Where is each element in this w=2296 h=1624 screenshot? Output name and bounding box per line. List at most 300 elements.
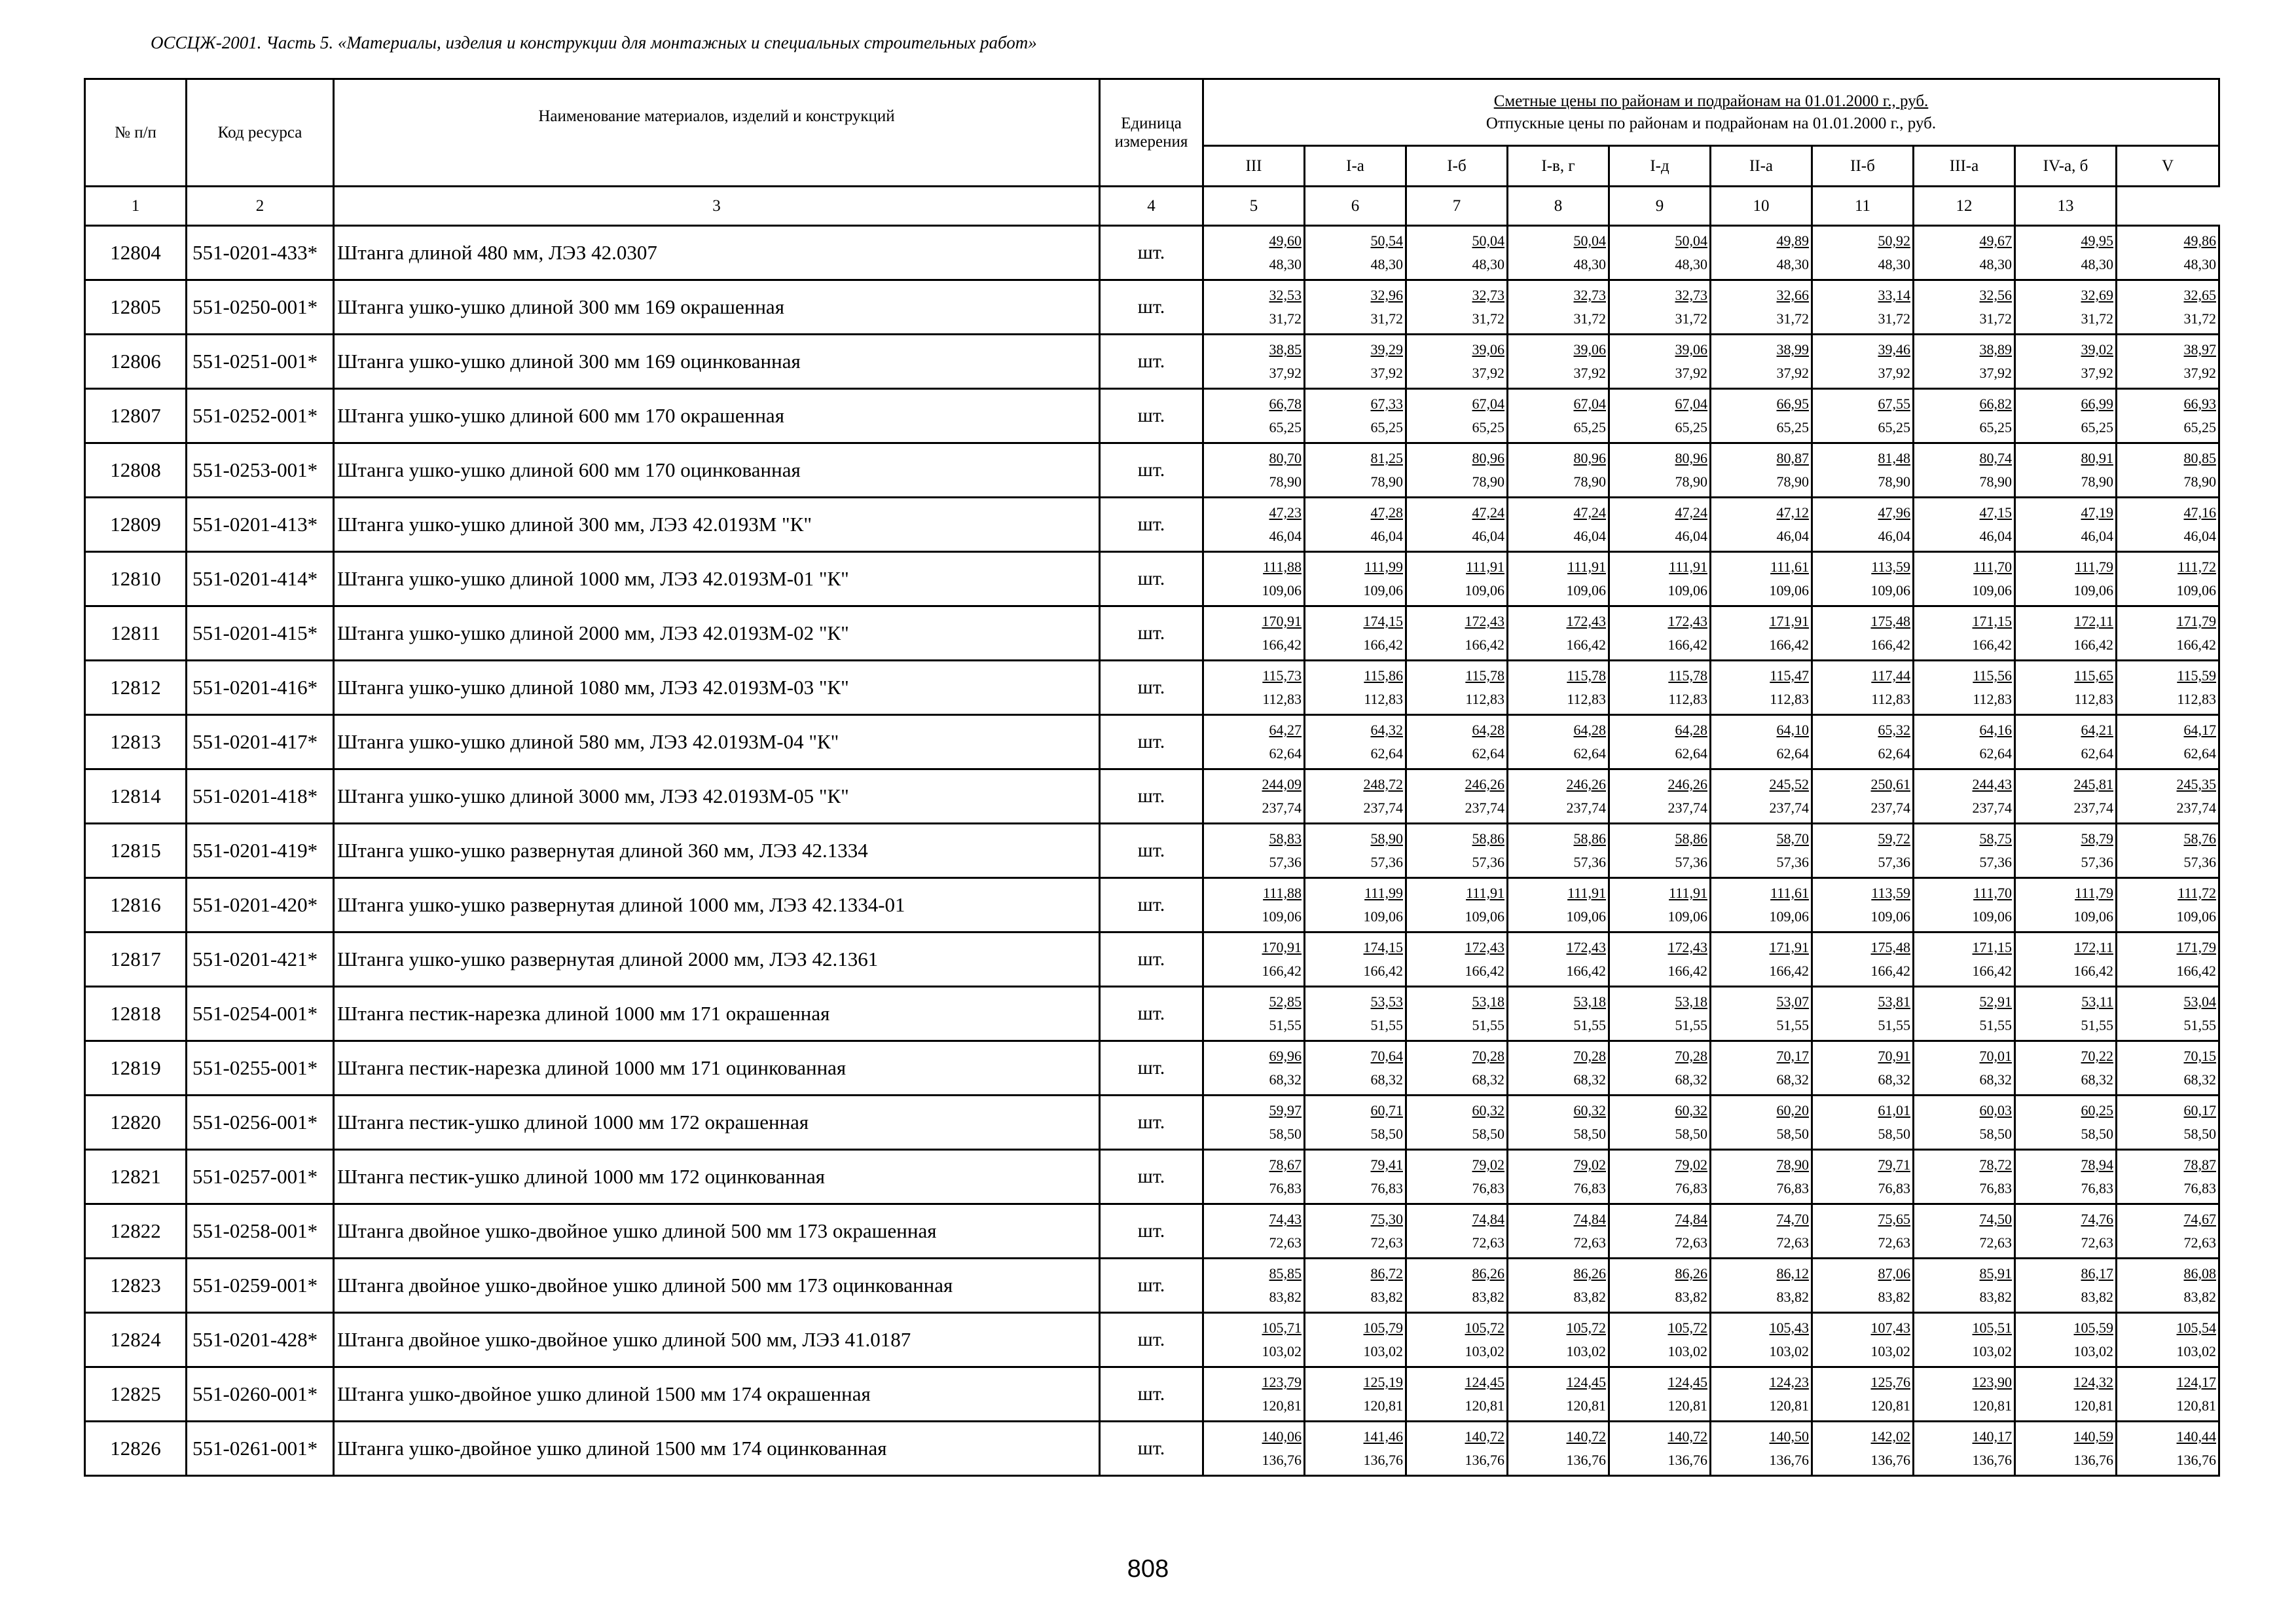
estimate-price: 53,18 [1573, 993, 1606, 1010]
row-number: 12817 [85, 932, 187, 987]
estimate-price: 115,59 [2177, 667, 2217, 684]
release-price: 58,50 [2081, 1126, 2113, 1142]
price-cell [2015, 552, 2117, 606]
estimate-price: 107,43 [1870, 1320, 1910, 1336]
estimate-price: 64,32 [1370, 722, 1403, 738]
material-name: Штанга двойное ушко-двойное ушко длиной 500 мм 173 окрашенная [334, 1204, 1100, 1259]
estimate-price: 60,17 [2183, 1102, 2217, 1118]
release-price: 76,83 [1573, 1180, 1606, 1196]
price-cell [2117, 661, 2219, 715]
release-price: 136,76 [1870, 1452, 1910, 1468]
estimate-price: 47,19 [2081, 504, 2113, 521]
table-row [85, 1041, 2219, 1096]
resource-code: 551-0255-001* [187, 1041, 334, 1096]
price-cell [1711, 1422, 1812, 1476]
price-cell [1305, 226, 1406, 280]
price-cell [2117, 1367, 2219, 1422]
estimate-price: 170,91 [1262, 939, 1302, 955]
price-cell [1203, 552, 1305, 606]
estimate-price: 66,78 [1269, 396, 1302, 412]
price-cell [1812, 987, 1914, 1041]
header-name: Наименование материалов, изделий и конструкций [334, 79, 1100, 187]
price-cell [1914, 932, 2015, 987]
resource-code: 551-0201-421* [187, 932, 334, 987]
price-cell [1406, 552, 1508, 606]
release-price: 65,25 [1979, 419, 2012, 435]
estimate-price: 59,72 [1878, 830, 1910, 847]
estimate-price: 105,71 [1262, 1320, 1302, 1336]
resource-code: 551-0201-418* [187, 769, 334, 824]
price-cell [2117, 1041, 2219, 1096]
release-price: 37,92 [1675, 365, 1707, 381]
price-cell [1203, 715, 1305, 769]
price-cell [1914, 824, 2015, 878]
release-price: 166,42 [1667, 963, 1707, 979]
row-number: 12813 [85, 715, 187, 769]
table-row [85, 389, 2219, 443]
table-row [85, 1313, 2219, 1367]
release-price: 46,04 [1776, 528, 1809, 544]
estimate-price: 140,72 [1465, 1428, 1504, 1445]
release-price: 46,04 [2183, 528, 2217, 544]
price-cell [1711, 715, 1812, 769]
estimate-price: 141,46 [1363, 1428, 1403, 1445]
price-cell [1812, 769, 1914, 824]
price-cell [1406, 1422, 1508, 1476]
release-price: 48,30 [1675, 256, 1707, 272]
release-price: 166,42 [1465, 637, 1504, 653]
estimate-price: 172,11 [2074, 613, 2113, 629]
unit-of-measure: шт. [1100, 1422, 1203, 1476]
estimate-price: 111,91 [1669, 559, 1707, 575]
release-price: 109,06 [1566, 582, 1606, 599]
unit-of-measure: шт. [1100, 932, 1203, 987]
price-cell [2015, 1096, 2117, 1150]
price-table [84, 78, 2220, 1477]
release-price: 78,90 [1472, 473, 1504, 490]
region-header: IV-а, б [2015, 146, 2117, 187]
estimate-price: 115,65 [2074, 667, 2113, 684]
release-price: 72,63 [2081, 1234, 2113, 1251]
row-number: 12805 [85, 280, 187, 335]
release-price: 136,76 [2176, 1452, 2217, 1468]
release-price: 48,30 [2081, 256, 2113, 272]
price-cell [1812, 1150, 1914, 1204]
table-row [85, 606, 2219, 661]
estimate-price: 74,84 [1573, 1211, 1606, 1227]
material-name: Штанга ушко-ушко развернутая длиной 2000 мм, ЛЭЗ 42.1361 [334, 932, 1100, 987]
release-price: 57,36 [1776, 854, 1809, 870]
price-cell [2015, 987, 2117, 1041]
price-cell [1406, 1150, 1508, 1204]
resource-code: 551-0254-001* [187, 987, 334, 1041]
estimate-price: 67,33 [1370, 396, 1403, 412]
estimate-price: 50,04 [1675, 232, 1707, 249]
release-price: 65,25 [2081, 419, 2113, 435]
estimate-price: 70,17 [1776, 1048, 1809, 1064]
estimate-price: 115,86 [1364, 667, 1403, 684]
estimate-price: 70,15 [2183, 1048, 2217, 1064]
estimate-price: 79,41 [1370, 1156, 1403, 1173]
price-cell [1508, 824, 1609, 878]
price-cell [1305, 661, 1406, 715]
estimate-price: 38,99 [1776, 341, 1809, 358]
price-cell [1305, 1259, 1406, 1313]
price-cell [1812, 1313, 1914, 1367]
price-cell [1305, 389, 1406, 443]
estimate-price: 70,91 [1878, 1048, 1910, 1064]
estimate-price: 115,78 [1465, 667, 1504, 684]
estimate-price: 140,72 [1566, 1428, 1606, 1445]
table-row [85, 443, 2219, 498]
estimate-price: 53,18 [1472, 993, 1504, 1010]
region-header: I-д [1609, 146, 1711, 187]
price-cell [1914, 1204, 2015, 1259]
price-cell [1406, 443, 1508, 498]
release-price: 103,02 [2176, 1343, 2217, 1359]
estimate-price: 70,22 [2081, 1048, 2113, 1064]
price-cell [1508, 389, 1609, 443]
price-cell [1203, 932, 1305, 987]
column-number-row [85, 187, 2219, 226]
release-price: 120,81 [1769, 1397, 1809, 1414]
price-cell [1914, 1041, 2015, 1096]
estimate-price: 79,02 [1675, 1156, 1707, 1173]
release-price: 46,04 [1269, 528, 1302, 544]
price-cell [1609, 226, 1711, 280]
estimate-price: 115,73 [1262, 667, 1302, 684]
estimate-price: 245,52 [1769, 776, 1809, 792]
price-cell [1305, 335, 1406, 389]
price-cell [1508, 443, 1609, 498]
price-cell [2117, 715, 2219, 769]
release-price: 103,02 [1465, 1343, 1504, 1359]
price-cell [1203, 661, 1305, 715]
release-price: 166,42 [2073, 637, 2113, 653]
estimate-price: 75,30 [1370, 1211, 1403, 1227]
release-price: 103,02 [1769, 1343, 1809, 1359]
release-price: 83,82 [1675, 1289, 1707, 1305]
price-cell [1711, 1096, 1812, 1150]
release-price: 68,32 [2081, 1071, 2113, 1088]
price-cell [1203, 280, 1305, 335]
price-cell [1914, 226, 2015, 280]
price-cell [1711, 1367, 1812, 1422]
release-price: 166,42 [1262, 637, 1302, 653]
material-name: Штанга двойное ушко-двойное ушко длиной 500 мм, ЛЭЗ 41.0187 [334, 1313, 1100, 1367]
estimate-price: 50,54 [1370, 232, 1403, 249]
price-cell [1305, 1204, 1406, 1259]
release-price: 31,72 [2183, 310, 2217, 327]
estimate-price: 53,04 [2183, 993, 2217, 1010]
price-cell [2015, 769, 2117, 824]
material-name: Штанга длиной 480 мм, ЛЭЗ 42.0307 [334, 226, 1100, 280]
price-cell [1203, 987, 1305, 1041]
price-cell [1609, 878, 1711, 932]
price-cell [1508, 1150, 1609, 1204]
estimate-price: 175,48 [1870, 613, 1910, 629]
estimate-price: 174,15 [1363, 613, 1403, 629]
price-cell [1812, 606, 1914, 661]
release-price: 51,55 [1573, 1017, 1606, 1033]
release-price: 78,90 [2183, 473, 2217, 490]
release-price: 48,30 [1269, 256, 1302, 272]
estimate-price: 80,70 [1269, 450, 1302, 466]
release-price: 72,63 [1878, 1234, 1910, 1251]
release-price: 109,06 [1972, 582, 2012, 599]
price-cell [1711, 552, 1812, 606]
estimate-price: 53,18 [1675, 993, 1707, 1010]
row-number: 12811 [85, 606, 187, 661]
price-cell [2117, 443, 2219, 498]
estimate-price: 49,95 [2081, 232, 2113, 249]
resource-code: 551-0201-415* [187, 606, 334, 661]
estimate-price: 50,04 [1573, 232, 1606, 249]
release-price: 136,76 [1769, 1452, 1809, 1468]
unit-of-measure: шт. [1100, 1367, 1203, 1422]
row-number: 12814 [85, 769, 187, 824]
release-price: 62,64 [1979, 745, 2012, 762]
release-price: 120,81 [1262, 1397, 1302, 1414]
estimate-price: 70,28 [1472, 1048, 1504, 1064]
estimate-price: 171,15 [1972, 613, 2012, 629]
price-cell [2117, 932, 2219, 987]
material-name: Штанга ушко-ушко длиной 580 мм, ЛЭЗ 42.0193М-04 "К" [334, 715, 1100, 769]
estimate-price: 60,32 [1675, 1102, 1707, 1118]
price-cell [2015, 1422, 2117, 1476]
unit-of-measure: шт. [1100, 552, 1203, 606]
price-cell [1711, 1150, 1812, 1204]
price-cell [1914, 606, 2015, 661]
price-cell [1812, 1422, 1914, 1476]
price-cell [1406, 769, 1508, 824]
release-price: 58,50 [1269, 1126, 1302, 1142]
estimate-price: 32,66 [1776, 287, 1809, 303]
estimate-price: 125,19 [1363, 1374, 1403, 1390]
row-number: 12804 [85, 226, 187, 280]
release-price: 109,06 [1667, 908, 1707, 925]
release-price: 136,76 [1465, 1452, 1504, 1468]
release-price: 237,74 [1972, 800, 2012, 816]
material-name: Штанга ушко-ушко длиной 3000 мм, ЛЭЗ 42.0193М-05 "К" [334, 769, 1100, 824]
estimate-price: 111,70 [1973, 559, 2012, 575]
release-price: 109,06 [1972, 908, 2012, 925]
estimate-price: 47,24 [1472, 504, 1504, 521]
resource-code: 551-0252-001* [187, 389, 334, 443]
release-price: 57,36 [2081, 854, 2113, 870]
unit-of-measure: шт. [1100, 715, 1203, 769]
price-cell [2015, 661, 2117, 715]
release-price: 136,76 [1972, 1452, 2012, 1468]
price-cell [1711, 1204, 1812, 1259]
estimate-price: 70,28 [1573, 1048, 1606, 1064]
estimate-price: 50,92 [1878, 232, 1910, 249]
price-cell [1812, 1367, 1914, 1422]
release-price: 51,55 [1675, 1017, 1707, 1033]
price-cell [1406, 661, 1508, 715]
release-price: 72,63 [1675, 1234, 1707, 1251]
price-cell [1914, 1422, 2015, 1476]
estimate-price: 79,71 [1878, 1156, 1910, 1173]
release-price: 78,90 [1979, 473, 2012, 490]
region-header: II-б [1812, 146, 1914, 187]
estimate-price: 86,26 [1472, 1265, 1504, 1282]
price-cell [1711, 987, 1812, 1041]
estimate-price: 70,01 [1979, 1048, 2012, 1064]
resource-code: 551-0201-413* [187, 498, 334, 552]
price-cell [1609, 1150, 1711, 1204]
estimate-price: 47,24 [1675, 504, 1707, 521]
price-cell [1711, 389, 1812, 443]
price-cell [1203, 1313, 1305, 1367]
estimate-price: 49,67 [1979, 232, 2012, 249]
release-price: 166,42 [2176, 637, 2217, 653]
release-price: 46,04 [1979, 528, 2012, 544]
unit-of-measure: шт. [1100, 1313, 1203, 1367]
release-price: 112,83 [1567, 691, 1606, 707]
release-price: 48,30 [2183, 256, 2217, 272]
release-price: 166,42 [2073, 963, 2113, 979]
estimate-price: 74,50 [1979, 1211, 2012, 1227]
material-name: Штанга пестик-нарезка длиной 1000 мм 171 оцинкованная [334, 1041, 1100, 1096]
estimate-price: 58,79 [2081, 830, 2113, 847]
price-cell [1508, 1041, 1609, 1096]
material-name: Штанга ушко-ушко длиной 600 мм 170 окрашенная [334, 389, 1100, 443]
price-cell [1406, 280, 1508, 335]
release-price: 237,74 [2073, 800, 2113, 816]
price-cell [1812, 389, 1914, 443]
estimate-price: 85,85 [1269, 1265, 1302, 1282]
release-price: 166,42 [1667, 637, 1707, 653]
release-price: 68,32 [1776, 1071, 1809, 1088]
price-cell [2117, 1422, 2219, 1476]
estimate-price: 140,44 [2176, 1428, 2217, 1445]
row-number: 12812 [85, 661, 187, 715]
release-price: 120,81 [1465, 1397, 1504, 1414]
estimate-price: 115,47 [1770, 667, 1809, 684]
estimate-price: 80,74 [1979, 450, 2012, 466]
resource-code: 551-0260-001* [187, 1367, 334, 1422]
release-price: 109,06 [1262, 582, 1302, 599]
estimate-price: 250,61 [1870, 776, 1910, 792]
column-number: 6 [1305, 187, 1406, 226]
material-name: Штанга пестик-ушко длиной 1000 мм 172 окрашенная [334, 1096, 1100, 1150]
price-cell [1203, 1422, 1305, 1476]
release-price: 76,83 [1878, 1180, 1910, 1196]
price-cell [2117, 1096, 2219, 1150]
estimate-price: 111,99 [1364, 885, 1403, 901]
material-name: Штанга ушко-двойное ушко длиной 1500 мм 174 оцинкованная [334, 1422, 1100, 1476]
estimate-price: 47,15 [1979, 504, 2012, 521]
release-price: 68,32 [1573, 1071, 1606, 1088]
release-price: 68,32 [1269, 1071, 1302, 1088]
estimate-price: 78,94 [2081, 1156, 2113, 1173]
estimate-price: 58,86 [1472, 830, 1504, 847]
release-price: 57,36 [1675, 854, 1707, 870]
price-cell [1406, 987, 1508, 1041]
release-price: 48,30 [1979, 256, 2012, 272]
material-name: Штанга пестик-нарезка длиной 1000 мм 171 окрашенная [334, 987, 1100, 1041]
estimate-price: 246,26 [1465, 776, 1504, 792]
estimate-price: 245,35 [2176, 776, 2217, 792]
estimate-price: 172,43 [1667, 613, 1707, 629]
release-price: 68,32 [1878, 1071, 1910, 1088]
resource-code: 551-0201-417* [187, 715, 334, 769]
estimate-price: 140,59 [2073, 1428, 2113, 1445]
table-row [85, 335, 2219, 389]
region-header: I-в, г [1508, 146, 1609, 187]
release-price: 58,50 [1979, 1126, 2012, 1142]
price-cell [1508, 552, 1609, 606]
estimate-price: 105,72 [1465, 1320, 1504, 1336]
price-cell [1406, 1041, 1508, 1096]
estimate-price: 59,97 [1269, 1102, 1302, 1118]
release-price: 37,92 [1269, 365, 1302, 381]
release-price: 62,64 [1878, 745, 1910, 762]
estimate-price: 74,70 [1776, 1211, 1809, 1227]
price-cell [1914, 552, 2015, 606]
table-row [85, 878, 2219, 932]
estimate-price: 124,17 [2176, 1374, 2217, 1390]
release-price: 72,63 [1573, 1234, 1606, 1251]
estimate-price: 64,21 [2081, 722, 2113, 738]
release-price: 120,81 [1972, 1397, 2012, 1414]
unit-of-measure: шт. [1100, 661, 1203, 715]
estimate-price: 172,43 [1566, 939, 1606, 955]
estimate-price: 78,67 [1269, 1156, 1302, 1173]
price-cell [2015, 932, 2117, 987]
column-number: 13 [2015, 187, 2117, 226]
release-price: 37,92 [2183, 365, 2217, 381]
price-cell [1609, 1422, 1711, 1476]
price-cell [2117, 987, 2219, 1041]
material-name: Штанга ушко-ушко развернутая длиной 360 мм, ЛЭЗ 42.1334 [334, 824, 1100, 878]
release-price: 31,72 [1472, 310, 1504, 327]
estimate-price: 140,72 [1667, 1428, 1707, 1445]
material-name: Штанга ушко-ушко длиной 300 мм, ЛЭЗ 42.0193М "К" [334, 498, 1100, 552]
estimate-price: 32,73 [1573, 287, 1606, 303]
release-price: 31,72 [1675, 310, 1707, 327]
release-price: 78,90 [1675, 473, 1707, 490]
price-cell [1203, 1041, 1305, 1096]
estimate-price: 39,06 [1472, 341, 1504, 358]
estimate-price: 111,72 [2178, 559, 2217, 575]
release-price: 83,82 [1878, 1289, 1910, 1305]
release-price: 237,74 [1465, 800, 1504, 816]
release-price: 72,63 [1979, 1234, 2012, 1251]
estimate-price: 171,91 [1769, 613, 1809, 629]
estimate-price: 124,45 [1566, 1374, 1606, 1390]
region-header: I-а [1305, 146, 1406, 187]
estimate-price: 58,86 [1675, 830, 1707, 847]
unit-of-measure: шт. [1100, 824, 1203, 878]
estimate-price: 172,43 [1566, 613, 1606, 629]
price-cell [1508, 1313, 1609, 1367]
table-row [85, 1367, 2219, 1422]
release-price: 57,36 [1878, 854, 1910, 870]
release-price: 166,42 [1972, 637, 2012, 653]
release-price: 62,64 [1675, 745, 1707, 762]
release-price: 166,42 [1363, 963, 1403, 979]
estimate-price: 39,02 [2081, 341, 2113, 358]
estimate-price: 111,88 [1263, 885, 1302, 901]
unit-of-measure: шт. [1100, 280, 1203, 335]
document-header: ОССЦЖ-2001. Часть 5. «Материалы, изделия и конструкции для монтажных и специальных строительных работ» [151, 33, 1037, 52]
price-cell [1305, 1313, 1406, 1367]
release-price: 109,06 [1769, 582, 1809, 599]
release-price: 109,06 [1870, 582, 1910, 599]
price-cell [1914, 1313, 2015, 1367]
